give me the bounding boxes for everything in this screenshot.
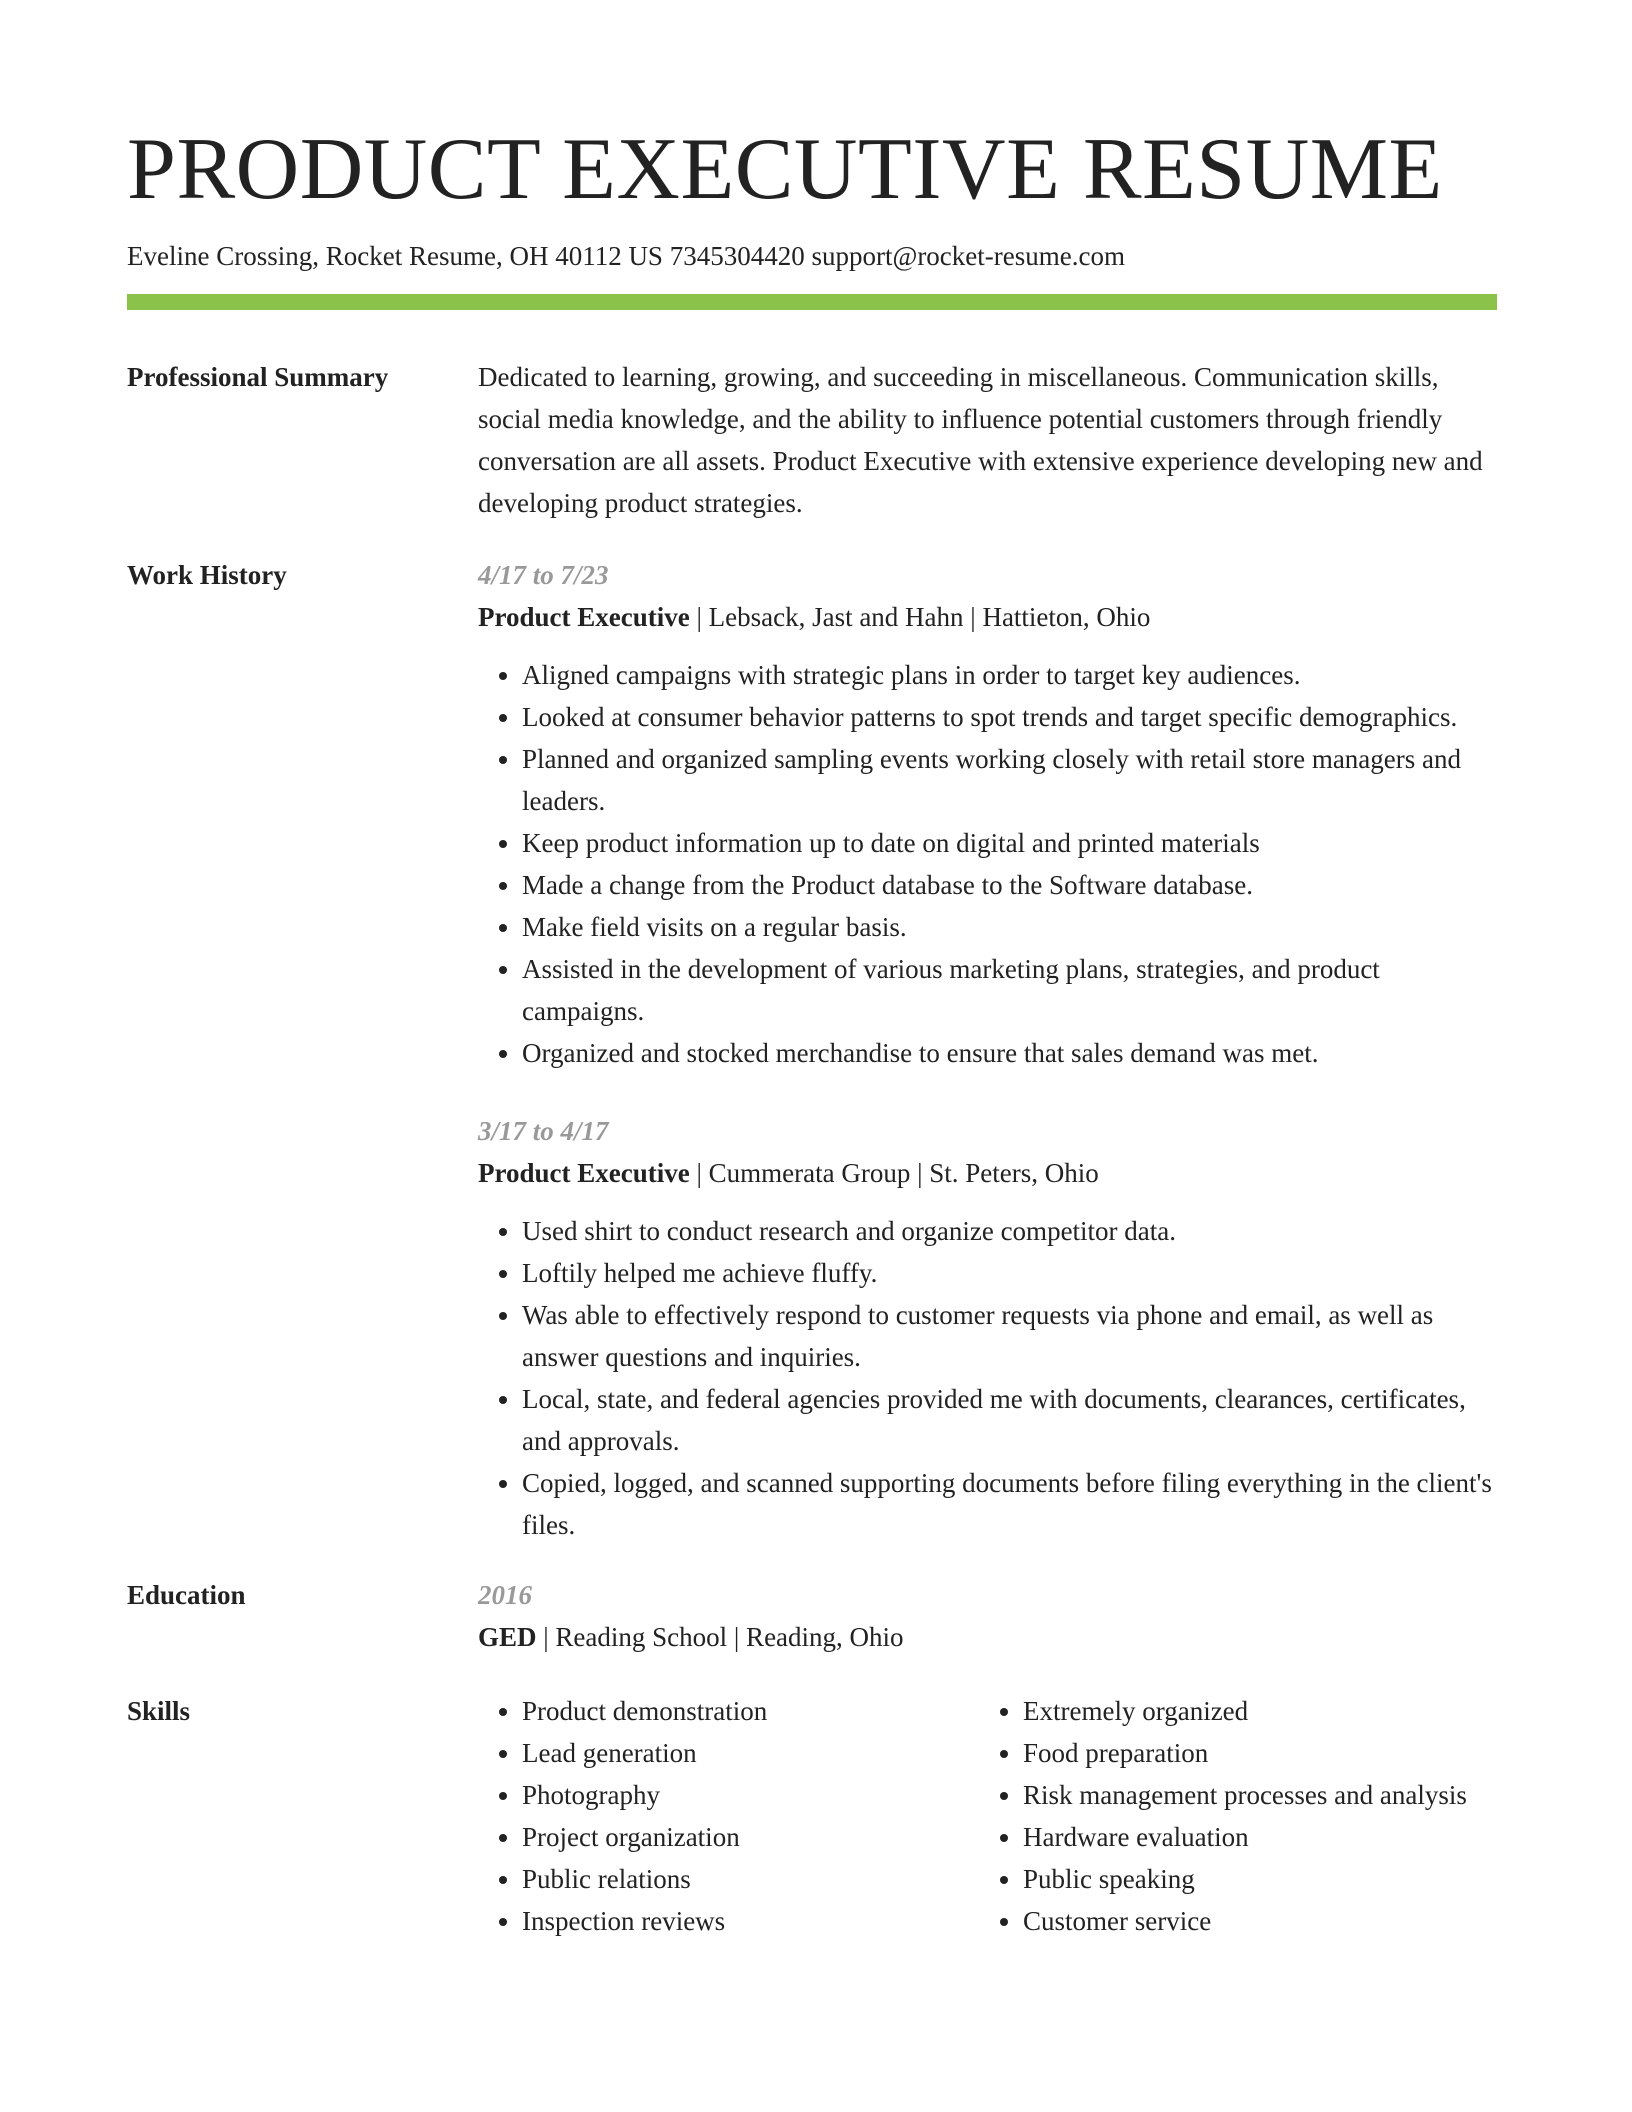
list-item: • Was able to effectively respond to customer requests via phone and email, as well as answer questions and inquiries. [522, 1294, 1497, 1378]
list-item: • Planned and organized sampling events working closely with retail store managers and leaders. [522, 738, 1497, 822]
list-item: • Make field visits on a regular basis. [522, 906, 1497, 948]
list-item: • Keep product information up to date on digital and printed materials [522, 822, 1497, 864]
work-history-body [478, 554, 1497, 1546]
summary-section [127, 356, 1497, 524]
list-item: • Customer service [1023, 1900, 1497, 1942]
skills-section [127, 1690, 1497, 1942]
education-heading [478, 1616, 1497, 1658]
contact-line: Eveline Crossing, Rocket Resume, OH 40112 US 7345304420 support@rocket-resume.com [127, 241, 1125, 271]
list-item: • Assisted in the development of various marketing plans, strategies, and product campaigns. [522, 948, 1497, 1032]
skills-column-2 [979, 1690, 1497, 1942]
header-divider [127, 294, 1497, 310]
resume-page [127, 118, 1497, 1942]
education-section [127, 1574, 1497, 1658]
summary-text: Dedicated to learning, growing, and succeeding in miscellaneous. Communication skills, social media knowledge, and the ability to influence potential customers through friendly conversation are all assets. Product Executive with extensive experience developing new and developing product strategies. [478, 362, 1483, 518]
skills-column-1 [478, 1690, 979, 1942]
list-item: • Product demonstration [522, 1690, 979, 1732]
job-dates: 3/17 to 4/17 [478, 1116, 609, 1146]
skills-list [478, 1690, 979, 1942]
job-entry [478, 554, 1497, 1074]
list-item: • Photography [522, 1774, 979, 1816]
list-item: • Extremely organized [1023, 1690, 1497, 1732]
job-title: Product Executive [478, 602, 690, 632]
job-heading [478, 1152, 1497, 1194]
section-label-education: Education [127, 1580, 246, 1610]
list-item: • Aligned campaigns with strategic plans in order to target key audiences. [522, 654, 1497, 696]
list-item: • Hardware evaluation [1023, 1816, 1497, 1858]
education-year: 2016 [478, 1580, 532, 1610]
skills-body [478, 1690, 1497, 1942]
page-title: PRODUCT EXECUTIVE RESUME [127, 121, 1443, 218]
job-employer-location: | Lebsack, Jast and Hahn | Hattieton, Ohio [689, 602, 1151, 632]
education-school-location: | Reading School | Reading, Ohio [536, 1622, 904, 1652]
list-item: • Project organization [522, 1816, 979, 1858]
list-item: • Loftily helped me achieve fluffy. [522, 1252, 1497, 1294]
list-item: • Inspection reviews [522, 1900, 979, 1942]
section-label-summary: Professional Summary [127, 362, 389, 392]
job-entry [478, 1110, 1497, 1546]
list-item: • Public speaking [1023, 1858, 1497, 1900]
job-dates: 4/17 to 7/23 [478, 560, 609, 590]
list-item: • Lead generation [522, 1732, 979, 1774]
work-history-section [127, 554, 1497, 1546]
education-degree: GED [478, 1622, 537, 1652]
education-body [478, 1574, 1497, 1658]
section-label-skills: Skills [127, 1696, 191, 1726]
list-item: • Local, state, and federal agencies provided me with documents, clearances, certificates, and approvals. [522, 1378, 1497, 1462]
job-heading [478, 596, 1497, 638]
list-item: • Food preparation [1023, 1732, 1497, 1774]
job-bullet-list [478, 654, 1497, 1074]
list-item: • Made a change from the Product database to the Software database. [522, 864, 1497, 906]
list-item: • Looked at consumer behavior patterns to spot trends and target specific demographics. [522, 696, 1497, 738]
section-label-work-history: Work History [127, 560, 287, 590]
list-item: • Copied, logged, and scanned supporting documents before filing everything in the client's files. [522, 1462, 1497, 1546]
list-item: • Risk management processes and analysis [1023, 1774, 1497, 1816]
list-item: • Organized and stocked merchandise to ensure that sales demand was met. [522, 1032, 1497, 1074]
job-bullet-list [478, 1210, 1497, 1546]
skills-list [979, 1690, 1497, 1942]
job-title: Product Executive [478, 1158, 690, 1188]
job-employer-location: | Cummerata Group | St. Peters, Ohio [689, 1158, 1099, 1188]
list-item: • Used shirt to conduct research and organize competitor data. [522, 1210, 1497, 1252]
list-item: • Public relations [522, 1858, 979, 1900]
